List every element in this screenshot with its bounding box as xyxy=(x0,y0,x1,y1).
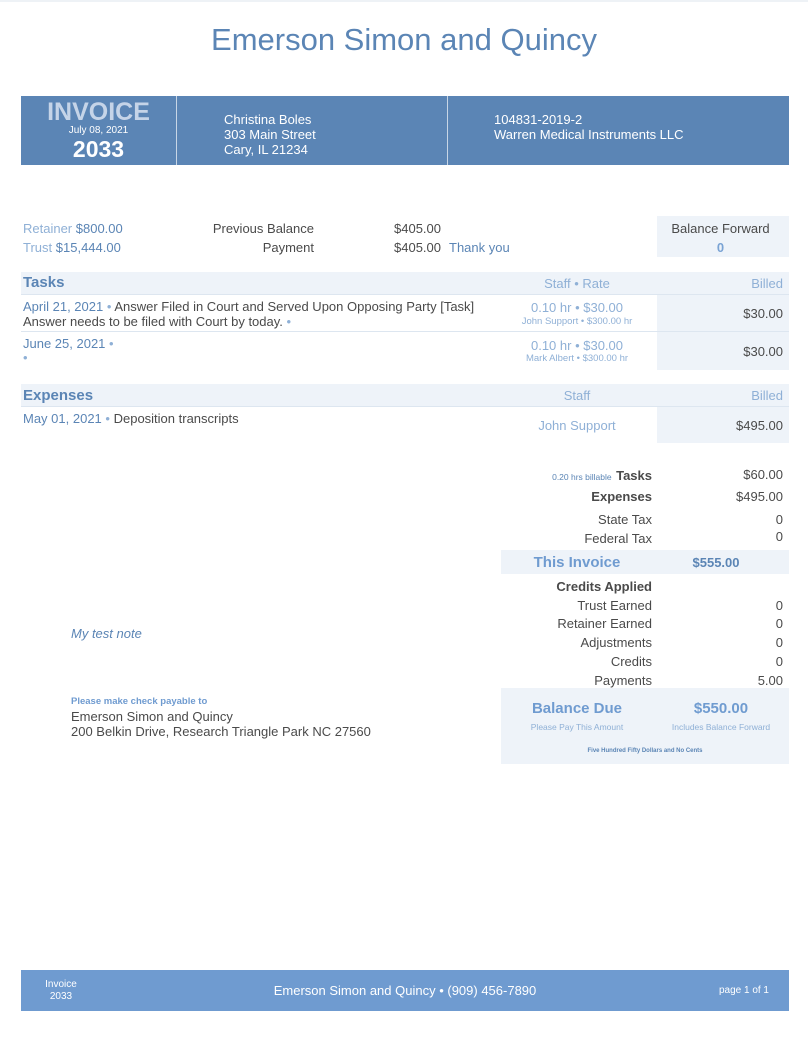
separator-dot: • xyxy=(106,299,112,314)
federal-tax-label: Federal Tax xyxy=(584,531,652,546)
this-invoice-label: This Invoice xyxy=(533,554,621,571)
task-date: April 21, 2021 xyxy=(23,299,104,314)
credits-applied-label: Credits Applied xyxy=(556,579,652,594)
previous-balance-label: Previous Balance xyxy=(212,221,314,236)
invoice-number: 2033 xyxy=(72,136,125,162)
balance-due-value: $550.00 xyxy=(693,700,749,717)
task-staff: John Support • $300.00 hr xyxy=(521,316,633,327)
retainer-label: Retainer xyxy=(23,221,73,236)
task-billed: $30.00 xyxy=(743,344,783,359)
client-street: 303 Main Street xyxy=(224,127,316,142)
trust-line xyxy=(23,240,121,255)
invoice-id-cell xyxy=(21,96,177,165)
task-line xyxy=(23,299,503,314)
task-staff: Mark Albert • $300.00 hr xyxy=(525,353,629,364)
payment-value: $405.00 xyxy=(394,240,441,255)
balance-forward-value: 0 xyxy=(716,240,725,255)
footer-invoice-number: 2033 xyxy=(49,991,73,1002)
expenses-billed-col: Billed xyxy=(751,388,783,403)
amount-in-words: Five Hundred Fifty Dollars and No Cents xyxy=(587,748,703,754)
matter-number: 104831-2019-2 xyxy=(494,112,583,127)
balance-due-box xyxy=(501,688,789,764)
tasks-staff-rate-col: Staff • Rate xyxy=(544,276,610,291)
tasks-header xyxy=(21,272,789,294)
expense-billed: $495.00 xyxy=(736,418,783,433)
invoice-date: July 08, 2021 xyxy=(68,125,129,136)
table-row xyxy=(21,295,789,331)
adjustments-value: 0 xyxy=(775,635,783,650)
balance-due-label: Balance Due xyxy=(531,700,623,717)
invoice-header-banner xyxy=(21,96,789,165)
state-tax-label: State Tax xyxy=(598,512,652,527)
task-description: Answer Filed in Court and Served Upon Opposing Party [Task] xyxy=(114,299,475,314)
includes-balance-forward-text: Includes Balance Forward xyxy=(671,722,771,732)
expenses-title: Expenses xyxy=(23,387,94,404)
separator-dot: • xyxy=(286,314,292,329)
task-note-line xyxy=(23,314,291,329)
balance-forward-label: Balance Forward xyxy=(671,221,770,236)
client-cell xyxy=(177,96,448,165)
firm-title: Emerson Simon and Quincy xyxy=(211,22,597,57)
tasks-total-label: Tasks xyxy=(616,468,652,483)
tasks-total-label-line xyxy=(480,467,652,485)
this-invoice-value: $555.00 xyxy=(692,555,740,570)
client-name: Christina Boles xyxy=(224,112,312,127)
separator-dot: • xyxy=(109,336,114,351)
footer-page-number: page 1 of 1 xyxy=(718,985,769,996)
credits-value: 0 xyxy=(775,654,783,669)
tasks-billed-col: Billed xyxy=(751,276,783,291)
task-line xyxy=(23,336,114,351)
invoice-note: My test note xyxy=(71,626,142,641)
credits-label: Credits xyxy=(610,654,652,669)
invoice-word: INVOICE xyxy=(47,98,150,126)
retainer-value: $800.00 xyxy=(75,221,123,236)
task-billed: $30.00 xyxy=(743,306,783,321)
trust-earned-value: 0 xyxy=(775,598,783,613)
expense-description: Deposition transcripts xyxy=(113,411,239,426)
task-note: Answer needs to be filed with Court by today. xyxy=(23,314,283,329)
payments-label: Payments xyxy=(594,673,652,688)
separator-dot: • xyxy=(23,350,28,365)
separator-dot: • xyxy=(105,411,110,426)
trust-earned-label: Trust Earned xyxy=(577,598,652,613)
top-rule xyxy=(0,0,808,2)
federal-tax-value: 0 xyxy=(775,529,783,544)
tasks-title: Tasks xyxy=(23,274,65,291)
balance-forward-box xyxy=(657,216,789,257)
payment-label: Payment xyxy=(262,240,314,255)
matter-cell xyxy=(448,96,789,165)
task-note-line xyxy=(23,350,28,365)
table-row xyxy=(21,332,789,370)
adjustments-label: Adjustments xyxy=(580,635,652,650)
footer-contact: Emerson Simon and Quincy • (909) 456-7890 xyxy=(273,983,537,998)
retainer-earned-label: Retainer Earned xyxy=(557,616,652,631)
expense-line xyxy=(23,411,239,426)
expenses-staff-col: Staff xyxy=(563,388,591,403)
expenses-header xyxy=(21,384,789,406)
task-date: June 25, 2021 xyxy=(23,336,106,351)
thank-you-text: Thank you xyxy=(449,240,510,255)
trust-label: Trust xyxy=(23,240,53,255)
trust-value: $15,444.00 xyxy=(55,240,121,255)
payable-address: 200 Belkin Drive, Research Triangle Park NC 27560 xyxy=(71,724,371,739)
page-footer xyxy=(21,970,789,1011)
tasks-total-value: $60.00 xyxy=(743,467,783,482)
task-hours-rate: 0.10 hr • $30.00 xyxy=(530,338,623,353)
expense-date: May 01, 2021 xyxy=(23,411,102,426)
client-city: Cary, IL 21234 xyxy=(224,142,308,157)
previous-balance-value: $405.00 xyxy=(394,221,441,236)
footer-invoice-label: Invoice xyxy=(45,979,77,990)
expenses-total-value: $495.00 xyxy=(736,489,783,504)
this-invoice-box xyxy=(501,550,789,574)
payable-heading: Please make check payable to xyxy=(71,696,208,707)
retainer-line xyxy=(23,221,123,236)
task-hours-rate: 0.10 hr • $30.00 xyxy=(530,300,623,315)
state-tax-value: 0 xyxy=(775,512,783,527)
expense-staff: John Support xyxy=(538,418,616,433)
retainer-earned-value: 0 xyxy=(775,616,783,631)
expenses-total-label: Expenses xyxy=(591,489,652,504)
payments-value: 5.00 xyxy=(757,673,783,688)
matter-name: Warren Medical Instruments LLC xyxy=(494,127,684,142)
table-row xyxy=(21,407,789,443)
please-pay-text: Please Pay This Amount xyxy=(530,722,624,732)
billable-hours: 0.20 hrs billable xyxy=(552,472,612,482)
payable-name: Emerson Simon and Quincy xyxy=(71,709,233,724)
